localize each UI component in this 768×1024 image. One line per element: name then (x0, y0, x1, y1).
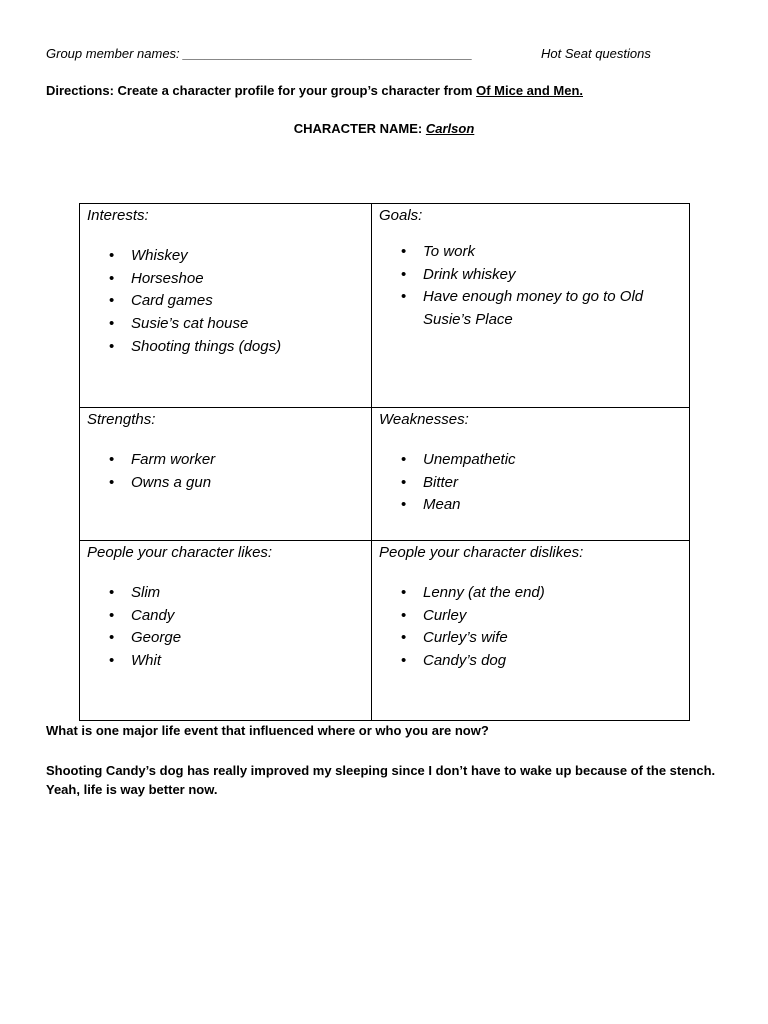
list-item: • Curley’s wife (423, 627, 682, 650)
strengths-label: Strengths: (87, 411, 156, 428)
list-item: • Curley (423, 605, 682, 628)
dislikes-cell (372, 541, 689, 720)
list-item: • George (131, 627, 364, 650)
list-item: • Horseshoe (131, 268, 364, 291)
life-event-answer (46, 761, 756, 799)
directions-text: Directions: Create a character profile for your group’s character from (46, 83, 477, 98)
list-item: • Lenny (at the end) (423, 582, 682, 605)
likes-list (87, 582, 364, 673)
character-name-label: CHARACTER NAME: (293, 121, 426, 136)
likes-label: People your character likes: (87, 544, 273, 561)
answer-line-1: Shooting Candy’s dog has really improved my sleeping since I don’t have to wake up because of the stench. (46, 763, 716, 778)
interests-label: Interests: (87, 207, 149, 224)
list-item: • Farm worker (131, 449, 364, 472)
list-item: • Card games (131, 290, 364, 313)
character-name-value: Carlson (425, 121, 475, 136)
weaknesses-label: Weaknesses: (379, 411, 469, 428)
group-members-blank[interactable]: ________________________________________ (183, 46, 473, 61)
list-item: • Owns a gun (131, 472, 364, 495)
list-item: • Shooting things (dogs) (131, 336, 364, 359)
interests-list (87, 245, 364, 359)
list-item: • Bitter (423, 472, 682, 495)
list-item: • Whiskey (131, 245, 364, 268)
list-item: • Candy (131, 605, 364, 628)
goals-list (379, 241, 682, 332)
life-event-question: What is one major life event that influenced where or who you are now? (46, 723, 489, 738)
directions (46, 83, 583, 98)
likes-cell (80, 541, 372, 720)
goals-cell (372, 204, 689, 408)
list-item: • Have enough money to go to Old Susie’s Place (423, 286, 682, 331)
list-item: • Unempathetic (423, 449, 682, 472)
list-item: • Whit (131, 650, 364, 673)
list-item: • Drink whiskey (423, 264, 682, 287)
goals-label: Goals: (379, 207, 423, 224)
weaknesses-list (379, 449, 682, 517)
character-profile-table (79, 203, 690, 721)
book-title: Of Mice and Men. (476, 83, 583, 98)
list-item: • Candy’s dog (423, 650, 682, 673)
strengths-cell (80, 408, 372, 541)
group-members-line (46, 46, 473, 61)
list-item: • Susie’s cat house (131, 313, 364, 336)
list-item: • Mean (423, 494, 682, 517)
dislikes-label: People your character dislikes: (379, 544, 584, 561)
dislikes-list (379, 582, 682, 673)
list-item: • Slim (131, 582, 364, 605)
list-item: • To work (423, 241, 682, 264)
interests-cell (80, 204, 372, 408)
strengths-list (87, 449, 364, 494)
group-members-label: Group member names: (46, 46, 180, 61)
hot-seat-title: Hot Seat questions (541, 46, 651, 61)
character-name-line (0, 121, 768, 136)
answer-line-2: Yeah, life is way better now. (46, 782, 218, 797)
weaknesses-cell (372, 408, 689, 541)
